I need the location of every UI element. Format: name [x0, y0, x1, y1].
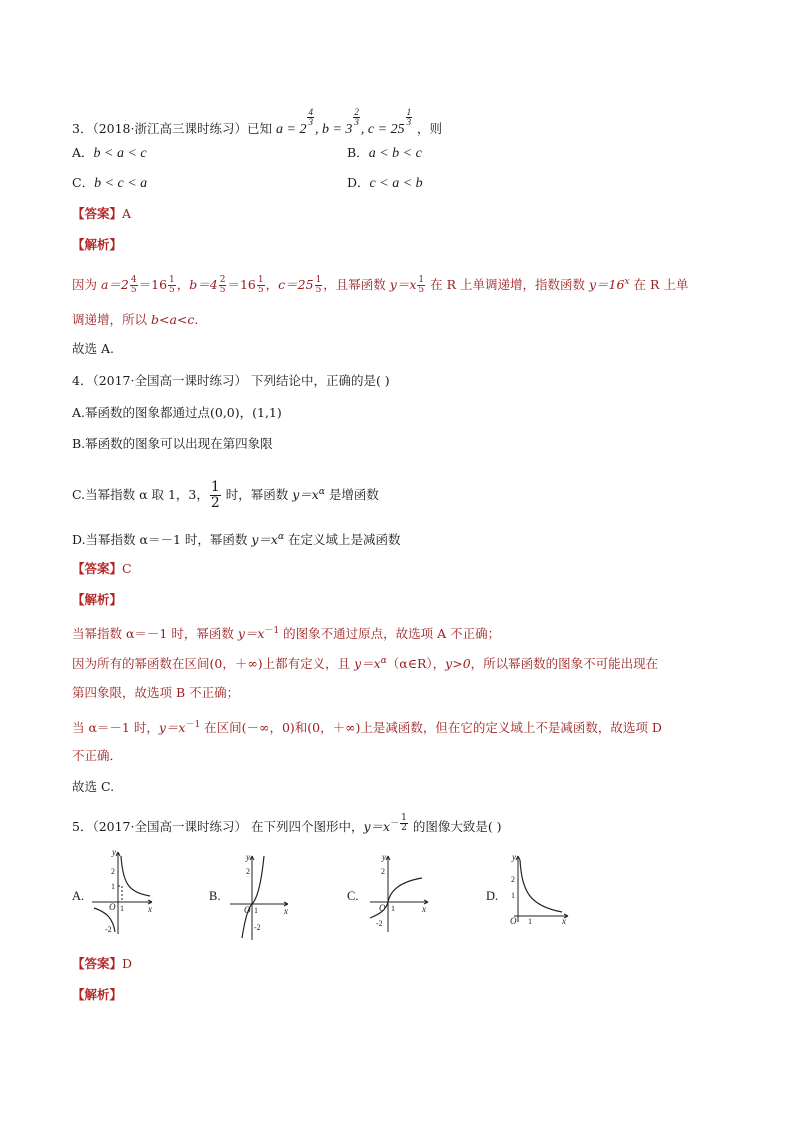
q5-c-tick-neg2: -2	[376, 919, 383, 928]
q5-a-tick-x1: 1	[120, 904, 124, 913]
q5-b-tick-neg2: -2	[254, 923, 261, 932]
q4-conclusion: 故选 C.	[72, 779, 115, 794]
q5-answer: 【答案】D	[72, 956, 133, 971]
q5-d-origin: O	[510, 916, 517, 924]
q5-c-tick-2: 2	[381, 867, 385, 876]
q3-stem	[72, 108, 442, 139]
q4-option-b: B.幂函数的图象可以出现在第四象限	[72, 436, 273, 451]
q5-b-xlabel: x	[284, 906, 288, 916]
q5-label-a: A.	[72, 889, 85, 903]
q5-stem: 5．（2017·全国高一课时练习） 在下列四个图形中，$y=x^{- \frac{1}{2}}$ 的图像大致是( )	[72, 813, 502, 835]
q5-c-tick-x1: 1	[391, 904, 395, 913]
q5-a-tick-1: 1	[111, 882, 115, 891]
q4-analysis-line1: 当幂指数 α＝－1 时，幂函数 $y=x^{-1}$ 的图象不通过原点，故选项 A 不正确；	[72, 626, 501, 642]
q5-a-tick-neg2: -2	[105, 925, 112, 934]
q5-c-xlabel: x	[422, 904, 426, 914]
q3-option-d: D．c < a < b	[347, 175, 423, 191]
q3-analysis-tag: 【解析】	[72, 237, 123, 252]
q5-graph-c	[366, 852, 436, 934]
q3-option-a: A．b < a < c	[72, 145, 147, 161]
q5-a-origin: O	[109, 902, 116, 912]
q4-option-c: C.当幂指数 α 取 1，3， $\frac{1}{2}$ 时，幂函数 $y=x^\alpha$ 是增函数	[72, 479, 379, 511]
q3-option-c: C．b < c < a	[72, 175, 148, 191]
q5-d-tick-x1: 1	[528, 917, 532, 924]
q3-formula: a = 2 $\frac{4}{3}$ , b = 3 $\frac{2}{3}$ , c = 25 $\frac{1}{3}$	[275, 107, 412, 137]
q4-answer: 【答案】C	[72, 561, 132, 576]
q5-b-tick-2: 2	[246, 867, 250, 876]
q3-prefix: 3．（2018·浙江高三课时练习）已知	[72, 121, 272, 136]
q4-analysis-tag: 【解析】	[72, 592, 123, 607]
q5-label-b: B.	[209, 889, 221, 903]
q5-b-tick-x1: 1	[254, 906, 258, 915]
q5-a-xlabel: x	[148, 904, 152, 914]
q5-label-d: D.	[486, 889, 499, 903]
q4-analysis-line5: 不正确．	[72, 748, 123, 763]
q3-answer: 【答案】A	[72, 206, 132, 221]
q3-analysis-line2: 调递增，所以 b<a<c.	[72, 312, 199, 327]
q4-analysis-line4: 当 α＝－1 时，$y=x^{-1}$ 在区间(－∞，0)和(0，＋∞)上是减函数，但在它的定义域上不是减函数，故选项 D	[72, 720, 662, 736]
q5-d-xlabel: x	[562, 916, 566, 924]
q4-stem: 4．（2017·全国高一课时练习） 下列结论中，正确的是( )	[72, 373, 390, 388]
q3-suffix: ，则	[417, 121, 443, 136]
q5-graph-b	[226, 852, 296, 944]
q5-label-c: C.	[347, 889, 359, 903]
q5-d-tick-2: 2	[511, 875, 515, 884]
q5-c-ylabel: y	[382, 852, 386, 862]
q5-d-ylabel: y	[512, 852, 516, 862]
q5-b-origin: O	[244, 905, 251, 915]
q5-analysis-tag: 【解析】	[72, 987, 123, 1002]
q4-analysis-line2: 因为所有的幂函数在区间(0，＋∞)上都有定义，且 $y=x^\alpha(\alpha\in R)$，y>0，所以幂函数的图象不可能出现在	[72, 656, 659, 672]
q5-c-origin: O	[379, 903, 386, 913]
q5-graph-d	[506, 852, 576, 924]
q4-analysis-line3: 第四象限，故选项 B 不正确；	[72, 685, 240, 700]
q5-a-tick-2: 2	[111, 867, 115, 876]
q4-option-a: A.幂函数的图象都通过点(0,0)，(1,1)	[72, 405, 282, 420]
q4-option-d: D.当幂指数 α＝－1 时，幂函数 $y=x^\alpha$ 在定义域上是减函数	[72, 532, 401, 548]
q3-analysis-line1: 因为 a＝2 $\frac{4}{5}$ ＝16 $\frac{1}{5}$ ，b＝4 $\frac{2}{5}$ ＝16 $\frac{1}{5}$ ，c＝25 $\frac{1}{5}$ ，且幂函数 y＝x $\frac{1}{5}$ 在 R 上单调递增，指数函数 $y=16^x$ 在 R 上单	[72, 275, 689, 296]
q3-conclusion: 故选 A.	[72, 341, 114, 356]
q5-d-tick-1: 1	[511, 891, 515, 900]
q5-graph-a	[88, 846, 158, 938]
q5-a-ylabel: y	[112, 847, 116, 857]
q5-b-ylabel: y	[246, 852, 250, 862]
q3-option-b: B．a < b < c	[347, 145, 422, 161]
